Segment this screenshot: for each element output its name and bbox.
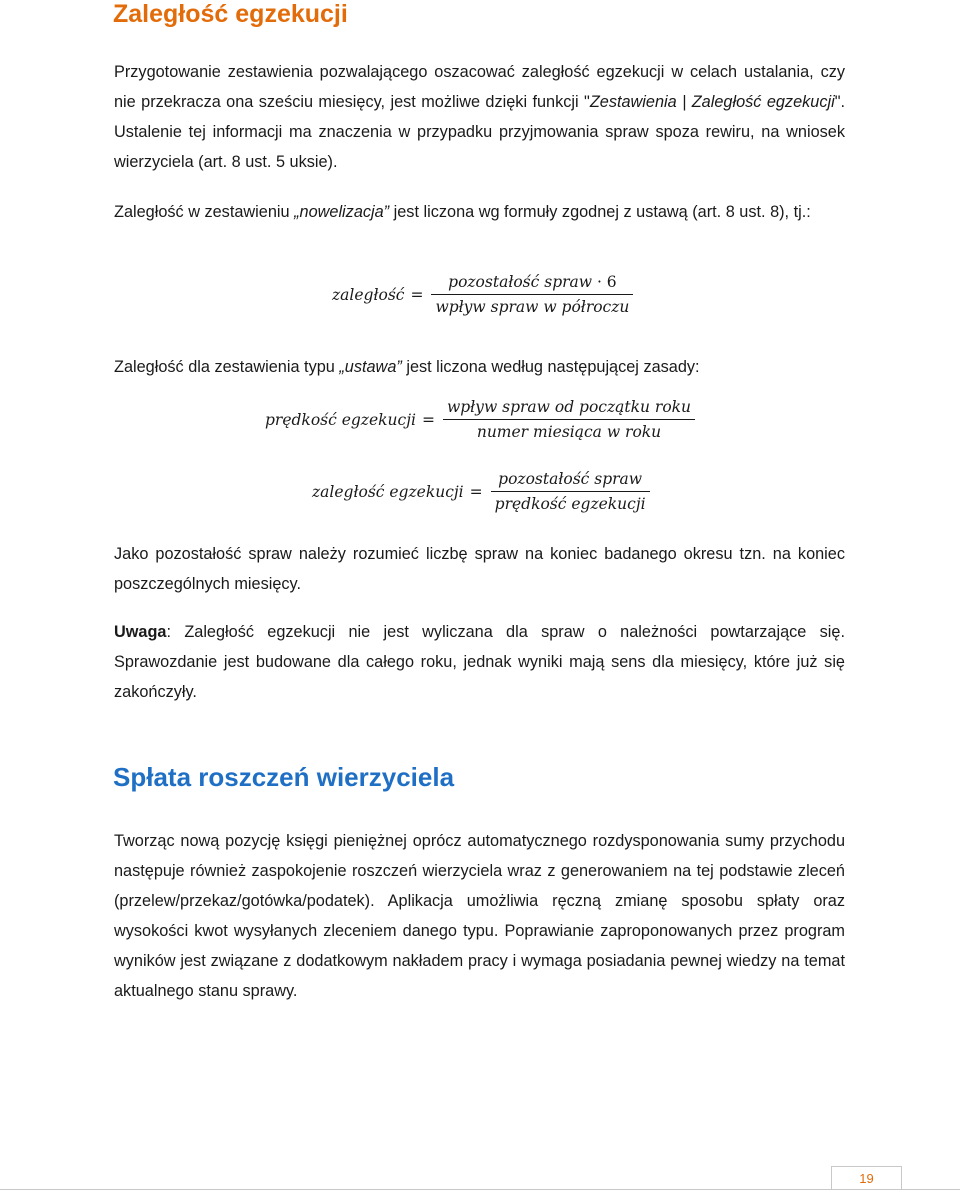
formula-equals: = <box>469 482 483 501</box>
report-type-nowelizacja: „nowelizacja” <box>294 203 390 221</box>
paragraph-ustawa: Zaległość dla zestawienia typu „ustawa” jest liczona według następującej zasady: <box>114 358 700 376</box>
formula-numerator: pozostałość spraw <box>498 470 643 488</box>
formula-lhs: prędkość egzekucji <box>265 410 416 429</box>
paragraph-nowelizacja: Zaległość w zestawieniu „nowelizacja” jest liczona wg formuły zgodnej z ustawą (art. 8 ust. 8), tj.: <box>114 203 811 221</box>
page-number: 19 <box>831 1166 902 1190</box>
formula-numerator: wpływ spraw od początku roku <box>446 398 692 416</box>
function-name: Zestawienia | Zaległość egzekucji <box>589 93 835 111</box>
formula-fraction <box>491 470 650 513</box>
paragraph-intro: Przygotowanie zestawienia pozwalającego oszacować zaległość egzekucji w celach ustalania, czy nie przekracza ona sześciu miesięcy, jest możliwe dzięki funkcji "Zestawienia | Zaległość egzekucji". Ustalenie tej informacji ma znaczenia w przypadku przyjmowania spraw spoza rewiru, na wniosek wierzyciela (art. 8 ust. 5 uksie). <box>114 63 846 171</box>
formula-lhs: zaległość egzekucji <box>312 482 464 501</box>
formula-fraction <box>443 398 695 441</box>
paragraph-pozostalosc: Jako pozostałość spraw należy rozumieć liczbę spraw na koniec badanego okresu tzn. na koniec poszczególnych miesięcy. <box>114 545 845 593</box>
formula-zaleglosc <box>332 273 633 316</box>
formula-zaleglosc-egzekucji <box>312 470 650 513</box>
section-heading-splata: Spłata roszczeń wierzyciela <box>113 762 455 792</box>
formula-fraction <box>431 273 633 316</box>
formula-denominator: numer miesiąca w roku <box>476 423 662 441</box>
section-heading-zaleglosc: Zaległość egzekucji <box>113 0 348 28</box>
paragraph-uwaga: Uwaga: Zaległość egzekucji nie jest wyliczana dla spraw o należności powtarzające się. Sprawozdanie jest budowane dla całego roku, jednak wyniki mają sens dla miesięcy, które już się zakończyły. <box>114 623 845 701</box>
formula-predkosc <box>265 398 695 441</box>
formula-lhs: zaległość <box>332 285 405 304</box>
formula-equals: = <box>421 410 435 429</box>
formula-denominator: prędkość egzekucji <box>494 495 646 513</box>
paragraph-splata: Tworząc nową pozycję księgi pieniężnej oprócz automatycznego rozdysponowania sumy przychodu następuje również zaspokojenie roszczeń wierzyciela wraz z generowaniem na tej podstawie zleceń (przelew/przekaz/gotówka/podatek). Aplikacja umożliwia ręczną zmianę sposobu spłaty oraz wysokości kwot wysyłanych zleceniem danego typu. Poprawianie zaproponowanych przez program wyników jest związane z dodatkowym nakładem pracy i wymaga posiadania pewnej wiedzy na temat aktualnego stanu sprawy. <box>114 832 845 1000</box>
formula-equals: = <box>410 285 424 304</box>
footer-divider <box>0 1189 960 1190</box>
formula-numerator: pozostałość spraw · 6 <box>448 273 617 291</box>
note-label: Uwaga <box>114 623 167 641</box>
formula-denominator: wpływ spraw w półroczu <box>435 298 630 316</box>
report-type-ustawa: „ustawa” <box>339 358 402 376</box>
